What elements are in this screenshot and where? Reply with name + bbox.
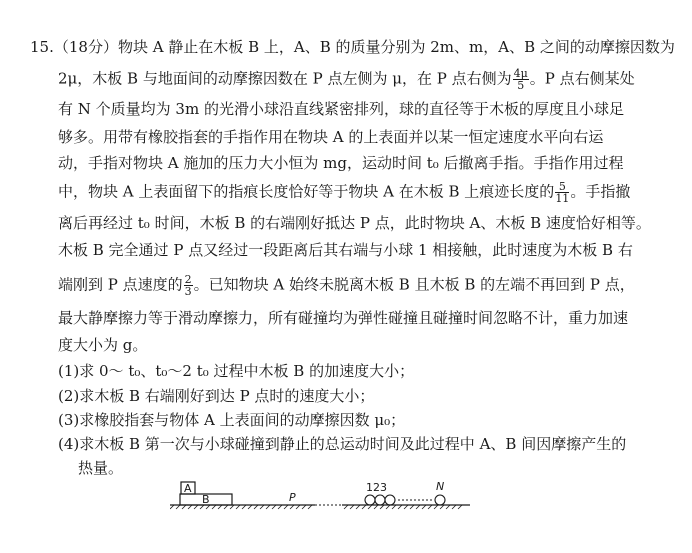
physics-diagram: [170, 478, 490, 518]
problem-line-1: 15.（18分）物块 A 静止在木板 B 上，A、B 的质量分别为 2m、m，A、B 之间的动摩擦因数为: [30, 38, 675, 56]
fraction-2-over-3: [184, 274, 193, 297]
fraction-denominator: 5: [517, 79, 525, 92]
label-balls-123: 123: [366, 481, 387, 494]
ball-3: [385, 495, 395, 505]
question-2: (2)求木板 B 右端刚好到达 P 点时的速度大小；: [58, 387, 375, 405]
problem-line-10: 最大静摩擦力等于滑动摩擦力，所有碰撞均为弹性碰撞且碰撞时间忽略不计，重力加速: [58, 309, 629, 327]
problem-line-4: 够多。用带有橡胶指套的手指作用在物块 A 的上表面并以某一恒定速度水平向右运: [58, 128, 604, 146]
fraction-numerator: 4μ: [513, 67, 528, 80]
fraction-5-over-11: [555, 181, 569, 204]
problem-line-9-tail: 。已知物块 A 始终未脱离木板 B 且木板 B 的左端不再回到 P 点，: [193, 275, 635, 294]
problem-line-9: [58, 274, 635, 297]
label-n: N: [436, 480, 445, 493]
problem-line-8: 木板 B 完全通过 P 点又经过一段距离后其右端与小球 1 相接触，此时速度为木板 B 右: [58, 241, 633, 259]
problem-line-3: 有 N 个质量均为 3m 的光滑小球沿直线紧密排列，球的直径等于木板的厚度且小球足: [58, 100, 624, 118]
ball-n: [435, 495, 445, 505]
fraction-numerator: 2: [184, 273, 192, 286]
question-1: (1)求 0～ t₀、t₀～2 t₀ 过程中木板 B 的加速度大小；: [58, 362, 415, 380]
fraction-denominator: 3: [184, 285, 192, 298]
problem-line-2-tail: 。P 点右侧某处: [529, 69, 635, 88]
ground-hatching: [170, 505, 462, 509]
problem-line-6-tail: 。手指撤: [570, 182, 631, 201]
label-a: A: [184, 482, 192, 495]
label-p: P: [289, 491, 296, 504]
question-4: (4)求木板 B 第一次与小球碰撞到静止的总运动时间及此过程中 A、B 间因摩擦产生的: [58, 435, 627, 453]
problem-line-6: [58, 181, 630, 204]
question-3: (3)求橡胶指套与物体 A 上表面间的动摩擦因数 μ₀；: [58, 411, 406, 429]
problem-line-2: [58, 68, 635, 91]
problem-line-7: 离后再经过 t₀ 时间，木板 B 的右端刚好抵达 P 点，此时物块 A、木板 B 速度恰好相等。: [58, 214, 651, 232]
label-b: B: [202, 493, 210, 506]
problem-line-2-text: 2μ，木板 B 与地面间的动摩擦因数在 P 点左侧为 μ，在 P 点右侧为: [58, 69, 512, 88]
problem-line-6-text: 中，物块 A 上表面留下的指痕长度恰好等于物块 A 在木板 B 上痕迹长度的: [58, 182, 555, 201]
problem-line-11: 度大小为 g。: [58, 336, 148, 354]
problem-line-5: 动，手指对物块 A 施加的压力大小恒为 mg，运动时间 t₀ 后撤离手指。手指作用过程: [58, 154, 624, 172]
fraction-denominator: 11: [555, 192, 570, 205]
fraction-numerator: 5: [555, 181, 569, 193]
question-4-cont: 热量。: [78, 459, 124, 477]
problem-line-9-text: 端刚到 P 点速度的: [58, 275, 183, 294]
ball-1: [365, 495, 375, 505]
ball-2: [375, 495, 385, 505]
fraction-4mu-over-5: [513, 68, 529, 91]
